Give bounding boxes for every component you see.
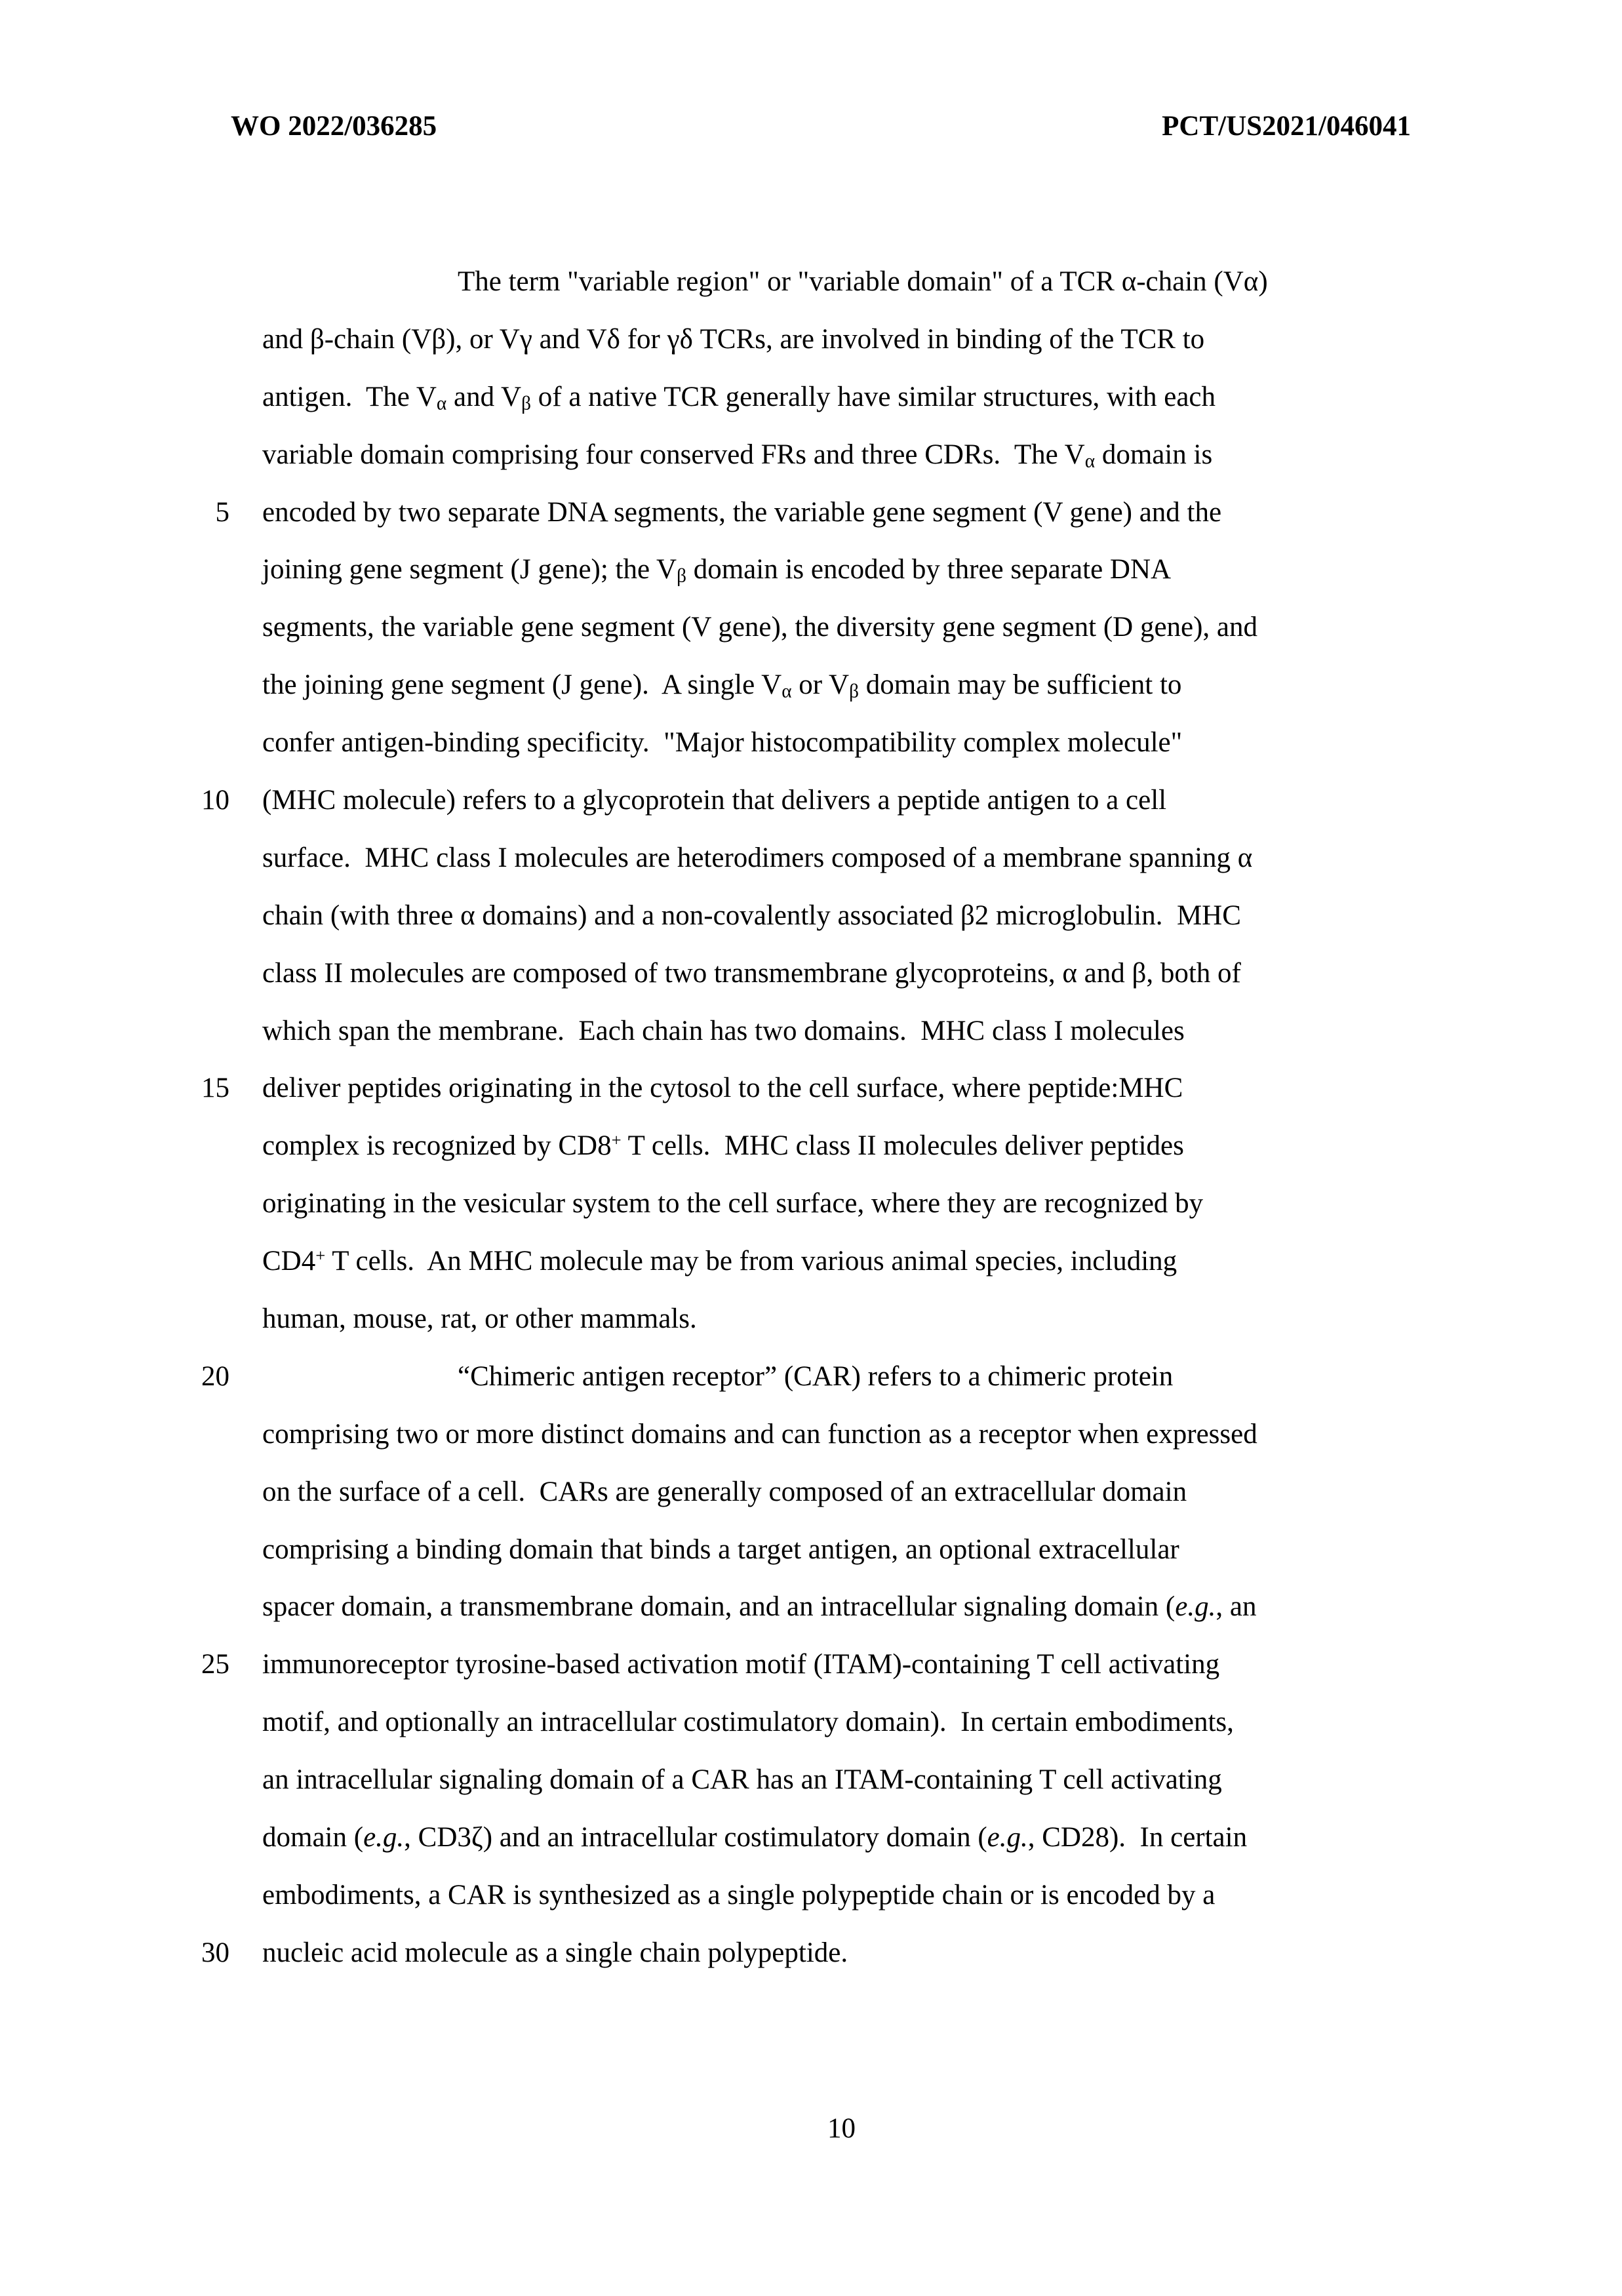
line-text: comprising a binding domain that binds a target antigen, an optional extracellular <box>262 1534 1179 1565</box>
text-line <box>0 945 1622 1002</box>
line-text: domain (e.g., CD3ζ) and an intracellular costimulatory domain (e.g., CD28). In certain <box>262 1822 1248 1853</box>
page-header <box>0 110 1622 149</box>
text-line <box>0 1521 1622 1579</box>
text-line <box>0 368 1622 426</box>
line-text: motif, and optionally an intracellular costimulatory domain). In certain embodiments, <box>262 1707 1234 1738</box>
line-text: chain (with three α domains) and a non-covalently associated β2 microglobulin. MHC <box>262 900 1241 931</box>
line-text: originating in the vesicular system to the cell surface, where they are recognized by <box>262 1188 1204 1219</box>
text-line <box>0 484 1622 542</box>
text-line <box>0 1059 1622 1117</box>
line-text: variable domain comprising four conserved FRs and three CDRs. The $V_\alpha$ domain is <box>262 439 1213 471</box>
text-line <box>0 253 1622 311</box>
text-line <box>0 1636 1622 1693</box>
line-text: immunoreceptor tyrosine-based activation motif (ITAM)-containing T cell activating <box>262 1649 1220 1680</box>
line-text: an intracellular signaling domain of a CAR has an ITAM-containing T cell activating <box>262 1764 1222 1796</box>
text-line <box>0 541 1622 599</box>
line-text: human, mouse, rat, or other mammals. <box>262 1303 697 1335</box>
line-text: and β-chain (Vβ), or Vγ and Vδ for γδ TCRs, are involved in binding of the TCR to <box>262 323 1205 355</box>
text-line <box>0 599 1622 656</box>
text-line <box>0 1117 1622 1175</box>
line-text: encoded by two separate DNA segments, the variable gene segment (V gene) and the <box>262 496 1222 528</box>
line-text: complex is recognized by CD8+ T cells. MHC class II molecules deliver peptides <box>262 1130 1184 1162</box>
line-number: 30 <box>201 1937 229 1968</box>
publication-number: WO 2022/036285 <box>231 111 437 142</box>
line-text: spacer domain, a transmembrane domain, and an intracellular signaling domain (e.g., an <box>262 1591 1257 1623</box>
line-number: 20 <box>201 1360 229 1392</box>
line-text: which span the membrane. Each chain has two domains. MHC class I molecules <box>262 1015 1185 1046</box>
line-number: 5 <box>215 496 229 528</box>
document-body <box>0 253 1622 1982</box>
line-text: joining gene segment (J gene); the $V_\beta$ domain is encoded by three separate DNA <box>262 554 1172 587</box>
line-number: 15 <box>201 1073 229 1104</box>
line-text: segments, the variable gene segment (V gene), the diversity gene segment (D gene), and <box>262 612 1258 643</box>
line-text: comprising two or more distinct domains and can function as a receptor when expressed <box>262 1418 1257 1450</box>
line-number: 25 <box>201 1649 229 1680</box>
text-line <box>0 1809 1622 1867</box>
text-line <box>0 829 1622 887</box>
text-line <box>0 1924 1622 1982</box>
line-text: embodiments, a CAR is synthesized as a single polypeptide chain or is encoded by a <box>262 1879 1216 1910</box>
line-text: The term "variable region" or "variable domain" of a TCR α-chain (Vα) <box>458 266 1268 297</box>
line-text: CD4+ T cells. An MHC molecule may be from various animal species, including <box>262 1245 1177 1277</box>
line-text: “Chimeric antigen receptor” (CAR) refers to a chimeric protein <box>458 1360 1174 1392</box>
text-line <box>0 1233 1622 1290</box>
text-line <box>0 311 1622 368</box>
line-text: the joining gene segment (J gene). A single $V_\alpha$ or $V_\beta$ domain may be sufficient to <box>262 669 1182 702</box>
page-number: 10 <box>827 2113 856 2144</box>
text-line <box>0 426 1622 484</box>
text-line <box>0 1463 1622 1521</box>
text-line <box>0 1002 1622 1060</box>
text-line <box>0 1578 1622 1636</box>
line-text: surface. MHC class I molecules are heterodimers composed of a membrane spanning α <box>262 842 1253 873</box>
text-line <box>0 887 1622 945</box>
line-text: class II molecules are composed of two transmembrane glycoproteins, α and β, both of <box>262 957 1241 989</box>
text-line <box>0 1348 1622 1406</box>
line-text: nucleic acid molecule as a single chain polypeptide. <box>262 1937 848 1968</box>
text-line <box>0 1406 1622 1463</box>
text-line <box>0 772 1622 829</box>
line-text: (MHC molecule) refers to a glycoprotein that delivers a peptide antigen to a cell <box>262 785 1167 816</box>
application-number: PCT/US2021/046041 <box>1162 111 1411 142</box>
text-line <box>0 1290 1622 1348</box>
text-line <box>0 1751 1622 1809</box>
line-text: antigen. The $V_\alpha$ and $V_\beta$ of a native TCR generally have similar structures, with each <box>262 381 1216 414</box>
text-line <box>0 1175 1622 1233</box>
text-line <box>0 1693 1622 1751</box>
line-number: 10 <box>201 785 229 816</box>
line-text: deliver peptides originating in the cytosol to the cell surface, where peptide:MHC <box>262 1073 1183 1104</box>
text-line <box>0 1867 1622 1924</box>
text-line <box>0 656 1622 714</box>
text-line <box>0 714 1622 772</box>
line-text: on the surface of a cell. CARs are generally composed of an extracellular domain <box>262 1476 1187 1507</box>
line-text: confer antigen-binding specificity. "Major histocompatibility complex molecule" <box>262 727 1183 759</box>
